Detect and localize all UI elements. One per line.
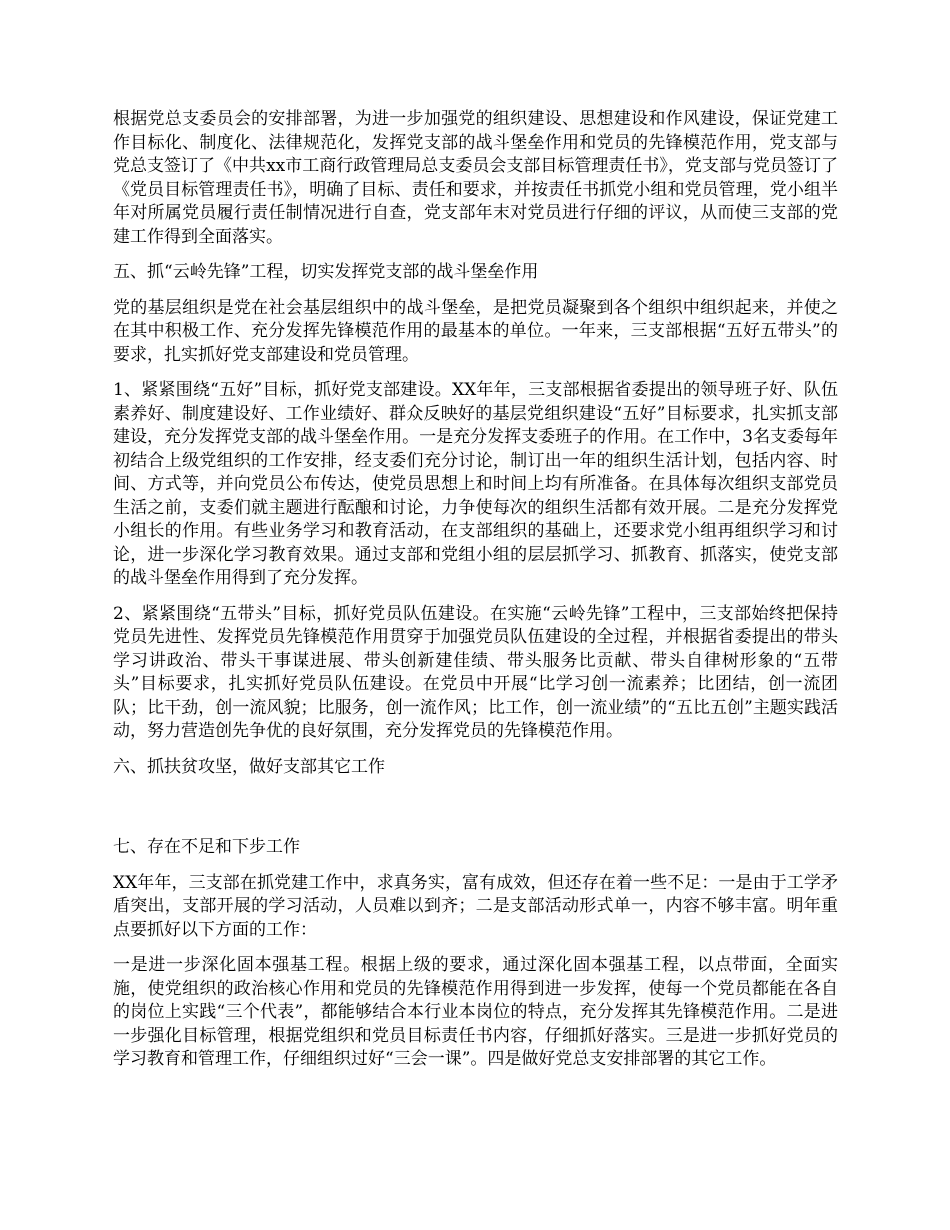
paragraph-shortcomings: XX年年，三支部在抓党建工作中，求真务实，富有成效，但还存在着一些不足：一是由于工学矛盾突出，支部开展的学习活动，人员难以到齐；二是支部活动形式单一，内容不够丰富。明年重点要抓好以下方面的工作： — [113, 872, 838, 940]
section-heading-6: 六、抓扶贫攻坚，做好支部其它工作 — [113, 756, 385, 777]
section-heading-5: 五、抓“云岭先锋”工程，切实发挥党支部的战斗堡垒作用 — [113, 262, 539, 282]
paragraph-intro: 根据党总支委员会的安排部署，为进一步加强党的组织建设、思想建设和作风建设，保证党建工作目标化、制度化、法律规范化，发挥党支部的战斗堡垒作用和党员的先锋模范作用，党支部与党总支签订了《中共xx市工商行政管理局总支委员会支部目标管理责任书》，党支部与党员签订了《党员目标管理责任书》，明确了目标、责任和要求，并按责任书抓党小组和党员管理，党小组半年对所属党员履行责任制情况进行自查，党支部年末对党员进行仔细的评议，从而使三支部的党建工作得到全面落实。 — [113, 109, 838, 247]
paragraph-five-lead: 2、紧紧围绕“五带头”目标，抓好党员队伍建设。在实施“云岭先锋”工程中，三支部始终把保持党员先进性、发挥党员先锋模范作用贯穿于加强党员队伍建设的全过程，并根据省委提出的带头学习讲政治、带头干事谋进展、带头创新建佳绩、带头服务比贡献、带头自律树形象的“五带头”目标要求，扎实抓好党员队伍建设。在党员中开展“比学习创一流素养；比团结，创一流团队；比干劲，创一流风貌；比服务，创一流作风；比工作，创一流业绩”的“五比五创”主题实践活动，努力营造创先争优的良好氛围，充分发挥党员的先锋模范作用。 — [113, 603, 838, 741]
blank-gap — [113, 791, 838, 836]
paragraph-five-good: 1、紧紧围绕“五好”目标，抓好党支部建设。XX年年，三支部根据省委提出的领导班子好、队伍素养好、制度建设好、工作业绩好、群众反映好的基层党组织建设“五好”目标要求，扎实抓支部建设，充分发挥党支部的战斗堡垒作用。一是充分发挥支委班子的作用。在工作中，3名支委每年初结合上级党组织的工作安排，经支委们充分讨论，制订出一年的组织生活计划，包括内容、时间、方式等，并向党员公布传达，使党员思想上和时间上均有所准备。在具体每次组织支部党员生活之前，支委们就主题进行酝酿和讨论，力争使每次的组织生活都有效开展。二是充分发挥党小组长的作用。有些业务学习和教育活动，在支部组织的基础上，还要求党小组再组织学习和讨论，进一步深化学习教育效果。通过支部和党组小组的层层抓学习、抓教育、抓落实，使党支部的战斗堡垒作用得到了充分发挥。 — [113, 380, 838, 588]
paragraph-next-steps: 一是进一步深化固本强基工程。根据上级的要求，通过深化固本强基工程，以点带面，全面实施，使党组织的政治核心作用和党员的先锋模范作用得到进一步发挥，使每一个党员都能在各自的岗位上实践“三个代表”，都能够结合本行业本岗位的特点，充分发挥其先锋模范作用。二是进一步强化目标管理，根据党组织和党员目标责任书内容，仔细抓好落实。三是进一步抓好党员的学习教育和管理工作，仔细组织过好“三会一课”。四是做好党总支安排部署的其它工作。 — [113, 955, 838, 1069]
paragraph-section5-intro: 党的基层组织是党在社会基层组织中的战斗堡垒，是把党员凝聚到各个组织中组织起来，并使之在其中积极工作、充分发挥先锋模范作用的最基本的单位。一年来，三支部根据“五好五带头”的要求，扎实抓好党支部建设和党员管理。 — [113, 297, 838, 365]
section-heading-7: 七、存在不足和下步工作 — [113, 837, 300, 857]
